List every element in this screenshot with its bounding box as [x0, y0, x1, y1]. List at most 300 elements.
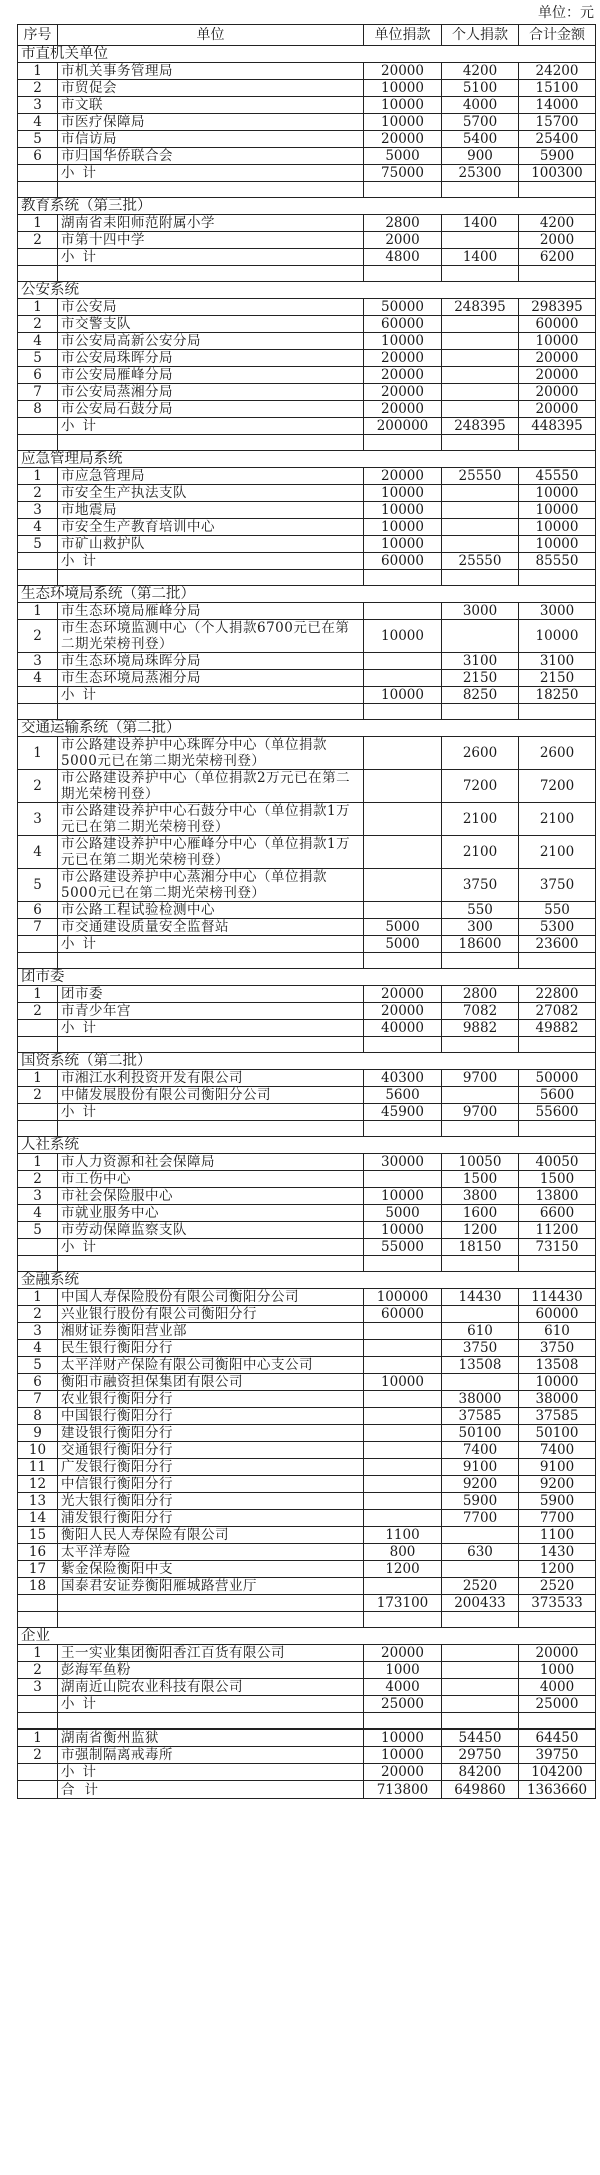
- table-row: [18, 1527, 596, 1544]
- subtotal-total: 6200: [519, 249, 596, 266]
- row-unit-donation: [364, 770, 442, 803]
- spacer-row: [18, 704, 596, 720]
- row-unit-donation: 20000: [364, 131, 442, 148]
- row-total: 114430: [519, 1289, 596, 1306]
- section-header-row: [18, 46, 596, 63]
- spacer-cell: [18, 266, 58, 282]
- row-unit-name: 湖南近山院农业科技有限公司: [58, 1679, 364, 1696]
- spacer-cell: [442, 182, 519, 198]
- row-personal-donation: 50100: [442, 1425, 519, 1442]
- row-personal-donation: 5100: [442, 80, 519, 97]
- subtotal-total: 85550: [519, 553, 596, 570]
- subtotal-empty-cell: [18, 936, 58, 953]
- row-personal-donation: 1200: [442, 1222, 519, 1239]
- header-row: [18, 25, 596, 46]
- table-row: [18, 1662, 596, 1679]
- table-row: [18, 620, 596, 653]
- table-row: [18, 836, 596, 869]
- spacer-cell: [18, 1121, 58, 1137]
- row-number: 1: [18, 1645, 58, 1662]
- spacer-cell: [18, 182, 58, 198]
- row-total: 25400: [519, 131, 596, 148]
- row-unit-donation: 2800: [364, 215, 442, 232]
- row-number: 1: [18, 1154, 58, 1171]
- header-total: 合计金额: [519, 25, 596, 46]
- row-unit-name: 市公路建设养护中心（单位捐款2万元已在第二期光荣榜刊登）: [58, 770, 364, 803]
- table-row: [18, 468, 596, 485]
- row-unit-donation: 5000: [364, 1205, 442, 1222]
- row-unit-donation: 10000: [364, 333, 442, 350]
- table-row: [18, 1425, 596, 1442]
- row-unit-name: 市工伤中心: [58, 1171, 364, 1188]
- row-number: 6: [18, 148, 58, 165]
- row-unit-donation: [364, 1578, 442, 1595]
- table-row: [18, 299, 596, 316]
- row-number: 1: [18, 215, 58, 232]
- subtotal-label: 小计: [58, 553, 364, 570]
- row-personal-donation: 2520: [442, 1578, 519, 1595]
- row-personal-donation: [442, 367, 519, 384]
- row-unit-donation: [364, 1425, 442, 1442]
- table-row: [18, 803, 596, 836]
- row-number: 13: [18, 1493, 58, 1510]
- row-number: 17: [18, 1561, 58, 1578]
- spacer-row: [18, 570, 596, 586]
- row-total: 39750: [519, 1747, 596, 1764]
- row-unit-donation: 1000: [364, 1662, 442, 1679]
- row-unit-name: 光大银行衡阳分行: [58, 1493, 364, 1510]
- table-row: [18, 536, 596, 553]
- subtotal-row: [18, 936, 596, 953]
- row-unit-name: 湖南省耒阳师范附属小学: [58, 215, 364, 232]
- subtotal-unit-donation: 45900: [364, 1104, 442, 1121]
- row-unit-name: 市公路建设养护中心石鼓分中心（单位捐款1万元已在第二期光荣榜刊登）: [58, 803, 364, 836]
- subtotal-unit-donation: 173100: [364, 1595, 442, 1612]
- row-unit-name: 市生态环境局珠晖分局: [58, 653, 364, 670]
- section-title: 企业: [18, 1628, 596, 1645]
- row-personal-donation: [442, 232, 519, 249]
- row-personal-donation: 3750: [442, 1340, 519, 1357]
- row-personal-donation: 2600: [442, 737, 519, 770]
- row-unit-name: 市安全生产执法支队: [58, 485, 364, 502]
- subtotal-label: 小计: [58, 1239, 364, 1256]
- row-personal-donation: [442, 316, 519, 333]
- row-personal-donation: 300: [442, 919, 519, 936]
- table-row: [18, 1205, 596, 1222]
- row-personal-donation: 54450: [442, 1730, 519, 1747]
- row-unit-name: 市交通建设质量安全监督站: [58, 919, 364, 936]
- subtotal-total: 49882: [519, 1020, 596, 1037]
- row-number: 2: [18, 1662, 58, 1679]
- row-personal-donation: 9700: [442, 1070, 519, 1087]
- spacer-cell: [442, 1713, 519, 1729]
- subtotal-label: 小计: [58, 1764, 364, 1781]
- row-total: 7200: [519, 770, 596, 803]
- section-header-row: [18, 969, 596, 986]
- row-number: 2: [18, 1171, 58, 1188]
- row-unit-name: 紫金保险衡阳中支: [58, 1561, 364, 1578]
- row-total: 9100: [519, 1459, 596, 1476]
- table-row: [18, 63, 596, 80]
- row-personal-donation: 3750: [442, 869, 519, 902]
- row-number: 10: [18, 1442, 58, 1459]
- row-personal-donation: 5900: [442, 1493, 519, 1510]
- section-header-row: [18, 1628, 596, 1645]
- row-unit-name: 衡阳人民人寿保险有限公司: [58, 1527, 364, 1544]
- table-row: [18, 1154, 596, 1171]
- row-unit-donation: [364, 803, 442, 836]
- spacer-cell: [58, 953, 364, 969]
- row-number: 2: [18, 620, 58, 653]
- row-number: 2: [18, 232, 58, 249]
- subtotal-label: 小计: [58, 687, 364, 704]
- row-unit-donation: 1100: [364, 1527, 442, 1544]
- row-unit-name: 市生态环境监测中心（个人捐款6700元已在第二期光荣榜刊登）: [58, 620, 364, 653]
- row-unit-donation: 50000: [364, 299, 442, 316]
- spacer-row: [18, 1121, 596, 1137]
- table-row: [18, 1070, 596, 1087]
- row-unit-name: 彭海军鱼粉: [58, 1662, 364, 1679]
- subtotal-label: 小计: [58, 936, 364, 953]
- row-total: 10000: [519, 333, 596, 350]
- row-unit-name: 市文联: [58, 97, 364, 114]
- row-unit-name: 太平洋寿险: [58, 1544, 364, 1561]
- row-number: 1: [18, 1070, 58, 1087]
- spacer-cell: [442, 953, 519, 969]
- subtotal-personal-donation: 18600: [442, 936, 519, 953]
- row-unit-name: 市信访局: [58, 131, 364, 148]
- row-personal-donation: 25550: [442, 468, 519, 485]
- row-total: 10000: [519, 620, 596, 653]
- spacer-row: [18, 435, 596, 451]
- grand-total-row: [18, 1781, 596, 1799]
- unit-label: 单位：元: [538, 5, 594, 21]
- subtotal-label: 小计: [58, 1104, 364, 1121]
- row-unit-donation: 20000: [364, 384, 442, 401]
- row-personal-donation: [442, 1561, 519, 1578]
- table-row: [18, 1561, 596, 1578]
- row-number: 1: [18, 737, 58, 770]
- row-total: 1430: [519, 1544, 596, 1561]
- row-personal-donation: 5400: [442, 131, 519, 148]
- table-row: [18, 770, 596, 803]
- spacer-cell: [364, 1713, 442, 1729]
- row-unit-donation: 2000: [364, 232, 442, 249]
- section-title: 团市委: [18, 969, 596, 986]
- row-personal-donation: [442, 519, 519, 536]
- row-unit-donation: [364, 737, 442, 770]
- header-unit-donation: 单位捐款: [364, 25, 442, 46]
- row-unit-donation: 40300: [364, 1070, 442, 1087]
- table-row: [18, 1306, 596, 1323]
- spacer-cell: [18, 1037, 58, 1053]
- row-number: 2: [18, 80, 58, 97]
- row-personal-donation: [442, 1374, 519, 1391]
- row-total: 24200: [519, 63, 596, 80]
- row-unit-name: 市劳动保障监察支队: [58, 1222, 364, 1239]
- spacer-cell: [442, 266, 519, 282]
- subtotal-row: [18, 1239, 596, 1256]
- table-row: [18, 902, 596, 919]
- table-row: [18, 97, 596, 114]
- grand-total-personal-donation: 649860: [442, 1781, 519, 1799]
- row-total: 20000: [519, 367, 596, 384]
- row-total: 7700: [519, 1510, 596, 1527]
- row-unit-name: 市公安局珠晖分局: [58, 350, 364, 367]
- row-personal-donation: [442, 502, 519, 519]
- table-row: [18, 519, 596, 536]
- subtotal-label: 小计: [58, 165, 364, 182]
- spacer-cell: [519, 182, 596, 198]
- row-total: 2150: [519, 670, 596, 687]
- table-row: [18, 215, 596, 232]
- row-total: 1000: [519, 1662, 596, 1679]
- row-total: 5600: [519, 1087, 596, 1104]
- row-number: 4: [18, 670, 58, 687]
- subtotal-personal-donation: 84200: [442, 1764, 519, 1781]
- row-total: 20000: [519, 1645, 596, 1662]
- row-unit-donation: [364, 603, 442, 620]
- row-personal-donation: [442, 1306, 519, 1323]
- table-row: [18, 1510, 596, 1527]
- row-unit-donation: 60000: [364, 1306, 442, 1323]
- row-unit-name: 市社会保险服中心: [58, 1188, 364, 1205]
- section-title: 市直机关单位: [18, 46, 596, 63]
- subtotal-row: [18, 1696, 596, 1713]
- row-total: 37585: [519, 1408, 596, 1425]
- grand-total-label: 合计: [58, 1781, 364, 1799]
- row-personal-donation: 7200: [442, 770, 519, 803]
- subtotal-unit-donation: 55000: [364, 1239, 442, 1256]
- row-total: 2520: [519, 1578, 596, 1595]
- table-row: [18, 1391, 596, 1408]
- row-total: 10000: [519, 502, 596, 519]
- row-number: 2: [18, 1747, 58, 1764]
- row-number: 9: [18, 1425, 58, 1442]
- row-unit-name: 国泰君安证券衡阳雁城路营业厅: [58, 1578, 364, 1595]
- section-header-row: [18, 1053, 596, 1070]
- row-number: 8: [18, 1408, 58, 1425]
- spacer-cell: [58, 1612, 364, 1628]
- section-header-row: [18, 282, 596, 299]
- row-total: 50100: [519, 1425, 596, 1442]
- row-unit-donation: [364, 1357, 442, 1374]
- row-unit-name: 交通银行衡阳分行: [58, 1442, 364, 1459]
- row-personal-donation: 2150: [442, 670, 519, 687]
- row-personal-donation: [442, 620, 519, 653]
- row-unit-name: 中信银行衡阳分行: [58, 1476, 364, 1493]
- table-row: [18, 384, 596, 401]
- spacer-cell: [519, 1121, 596, 1137]
- spacer-cell: [519, 1256, 596, 1272]
- section-header-row: [18, 720, 596, 737]
- row-number: 7: [18, 1391, 58, 1408]
- row-total: 13508: [519, 1357, 596, 1374]
- section-header-row: [18, 1272, 596, 1289]
- spacer-cell: [18, 1256, 58, 1272]
- row-number: 1: [18, 1289, 58, 1306]
- row-unit-name: 市安全生产教育培训中心: [58, 519, 364, 536]
- table-row: [18, 1747, 596, 1764]
- row-personal-donation: 3100: [442, 653, 519, 670]
- row-total: 2000: [519, 232, 596, 249]
- row-unit-donation: [364, 1391, 442, 1408]
- section-title: 生态环境局系统（第二批）: [18, 586, 596, 603]
- row-unit-name: 兴业银行股份有限公司衡阳分行: [58, 1306, 364, 1323]
- row-unit-name: 市公安局高新公安分局: [58, 333, 364, 350]
- table-row: [18, 502, 596, 519]
- row-number: 5: [18, 536, 58, 553]
- row-personal-donation: 37585: [442, 1408, 519, 1425]
- subtotal-empty-cell: [18, 249, 58, 266]
- subtotal-empty-cell: [18, 418, 58, 435]
- table-row: [18, 485, 596, 502]
- row-personal-donation: 1500: [442, 1171, 519, 1188]
- row-personal-donation: 9100: [442, 1459, 519, 1476]
- table-row: [18, 1493, 596, 1510]
- row-total: 3750: [519, 869, 596, 902]
- subtotal-row: [18, 687, 596, 704]
- row-unit-donation: 20000: [364, 367, 442, 384]
- spacer-cell: [519, 953, 596, 969]
- grand-total-unit-donation: 713800: [364, 1781, 442, 1799]
- row-total: 14000: [519, 97, 596, 114]
- subtotal-row: [18, 553, 596, 570]
- row-unit-donation: [364, 1493, 442, 1510]
- table-row: [18, 401, 596, 418]
- subtotal-total: 448395: [519, 418, 596, 435]
- row-unit-name: 中储发展股份有限公司衡阳分公司: [58, 1087, 364, 1104]
- row-number: 4: [18, 836, 58, 869]
- row-unit-name: 市公路建设养护中心珠晖分中心（单位捐款5000元已在第二期光荣榜刊登）: [58, 737, 364, 770]
- spacer-cell: [519, 1612, 596, 1628]
- row-total: 4000: [519, 1679, 596, 1696]
- row-unit-name: 王一实业集团衡阳香江百货有限公司: [58, 1645, 364, 1662]
- section-title: 人社系统: [18, 1137, 596, 1154]
- row-personal-donation: 2100: [442, 803, 519, 836]
- subtotal-unit-donation: 4800: [364, 249, 442, 266]
- section-header-row: [18, 1137, 596, 1154]
- spacer-cell: [442, 704, 519, 720]
- row-unit-name: 湖南省衡州监狱: [58, 1730, 364, 1747]
- row-unit-donation: [364, 902, 442, 919]
- spacer-row: [18, 953, 596, 969]
- row-total: 45550: [519, 468, 596, 485]
- row-unit-name: 衡阳市融资担保集团有限公司: [58, 1374, 364, 1391]
- row-unit-donation: 20000: [364, 986, 442, 1003]
- row-total: 15100: [519, 80, 596, 97]
- row-number: 6: [18, 1374, 58, 1391]
- table-row: [18, 1340, 596, 1357]
- subtotal-row: [18, 165, 596, 182]
- row-number: 3: [18, 97, 58, 114]
- header-no: 序号: [18, 25, 58, 46]
- subtotal-unit-donation: 200000: [364, 418, 442, 435]
- row-unit-donation: 5600: [364, 1087, 442, 1104]
- spacer-row: [18, 266, 596, 282]
- row-unit-donation: 10000: [364, 502, 442, 519]
- spacer-cell: [519, 266, 596, 282]
- row-personal-donation: 9200: [442, 1476, 519, 1493]
- spacer-cell: [58, 266, 364, 282]
- table-row: [18, 80, 596, 97]
- spacer-cell: [58, 704, 364, 720]
- row-unit-donation: [364, 1408, 442, 1425]
- row-number: 4: [18, 1340, 58, 1357]
- row-number: 4: [18, 519, 58, 536]
- table-row: [18, 1289, 596, 1306]
- table-row: [18, 1459, 596, 1476]
- row-unit-donation: 800: [364, 1544, 442, 1561]
- row-unit-name: 市公安局: [58, 299, 364, 316]
- row-personal-donation: 13508: [442, 1357, 519, 1374]
- row-unit-donation: [364, 670, 442, 687]
- table-row: [18, 919, 596, 936]
- row-unit-name: 市湘江水利投资开发有限公司: [58, 1070, 364, 1087]
- row-unit-name: 市生态环境局蒸湘分局: [58, 670, 364, 687]
- row-personal-donation: 7082: [442, 1003, 519, 1020]
- row-number: 7: [18, 384, 58, 401]
- subtotal-empty-cell: [18, 1020, 58, 1037]
- row-unit-donation: [364, 869, 442, 902]
- row-personal-donation: 1600: [442, 1205, 519, 1222]
- row-number: 2: [18, 1003, 58, 1020]
- grand-total-empty-cell: [18, 1781, 58, 1799]
- subtotal-personal-donation: 18150: [442, 1239, 519, 1256]
- row-personal-donation: 2100: [442, 836, 519, 869]
- row-number: 2: [18, 770, 58, 803]
- row-unit-donation: 20000: [364, 63, 442, 80]
- row-unit-name: 中国人寿保险股份有限公司衡阳分公司: [58, 1289, 364, 1306]
- subtotal-label: 小计: [58, 1696, 364, 1713]
- table-row: [18, 1222, 596, 1239]
- row-unit-donation: [364, 1510, 442, 1527]
- row-number: 4: [18, 333, 58, 350]
- grand-total-total: 1363660: [519, 1781, 596, 1799]
- subtotal-row: [18, 249, 596, 266]
- table-row: [18, 986, 596, 1003]
- spacer-cell: [442, 1612, 519, 1628]
- row-number: 6: [18, 367, 58, 384]
- subtotal-total: 104200: [519, 1764, 596, 1781]
- table-body: [18, 46, 596, 1799]
- row-unit-name: 市应急管理局: [58, 468, 364, 485]
- row-unit-donation: 10000: [364, 80, 442, 97]
- spacer-cell: [58, 182, 364, 198]
- subtotal-unit-donation: 75000: [364, 165, 442, 182]
- row-number: 3: [18, 653, 58, 670]
- row-unit-name: 市就业服务中心: [58, 1205, 364, 1222]
- row-unit-donation: [364, 1459, 442, 1476]
- subtotal-personal-donation: 9700: [442, 1104, 519, 1121]
- table-row: [18, 1578, 596, 1595]
- spacer-cell: [519, 570, 596, 586]
- row-unit-donation: 5000: [364, 919, 442, 936]
- table-row: [18, 367, 596, 384]
- subtotal-empty-cell: [18, 1696, 58, 1713]
- row-number: 6: [18, 902, 58, 919]
- row-number: 3: [18, 803, 58, 836]
- row-number: 2: [18, 316, 58, 333]
- section-title: 公安系统: [18, 282, 596, 299]
- spacer-cell: [364, 266, 442, 282]
- row-number: 1: [18, 468, 58, 485]
- spacer-cell: [364, 704, 442, 720]
- row-total: 7400: [519, 1442, 596, 1459]
- spacer-cell: [58, 1121, 364, 1137]
- row-personal-donation: 5700: [442, 114, 519, 131]
- row-personal-donation: [442, 401, 519, 418]
